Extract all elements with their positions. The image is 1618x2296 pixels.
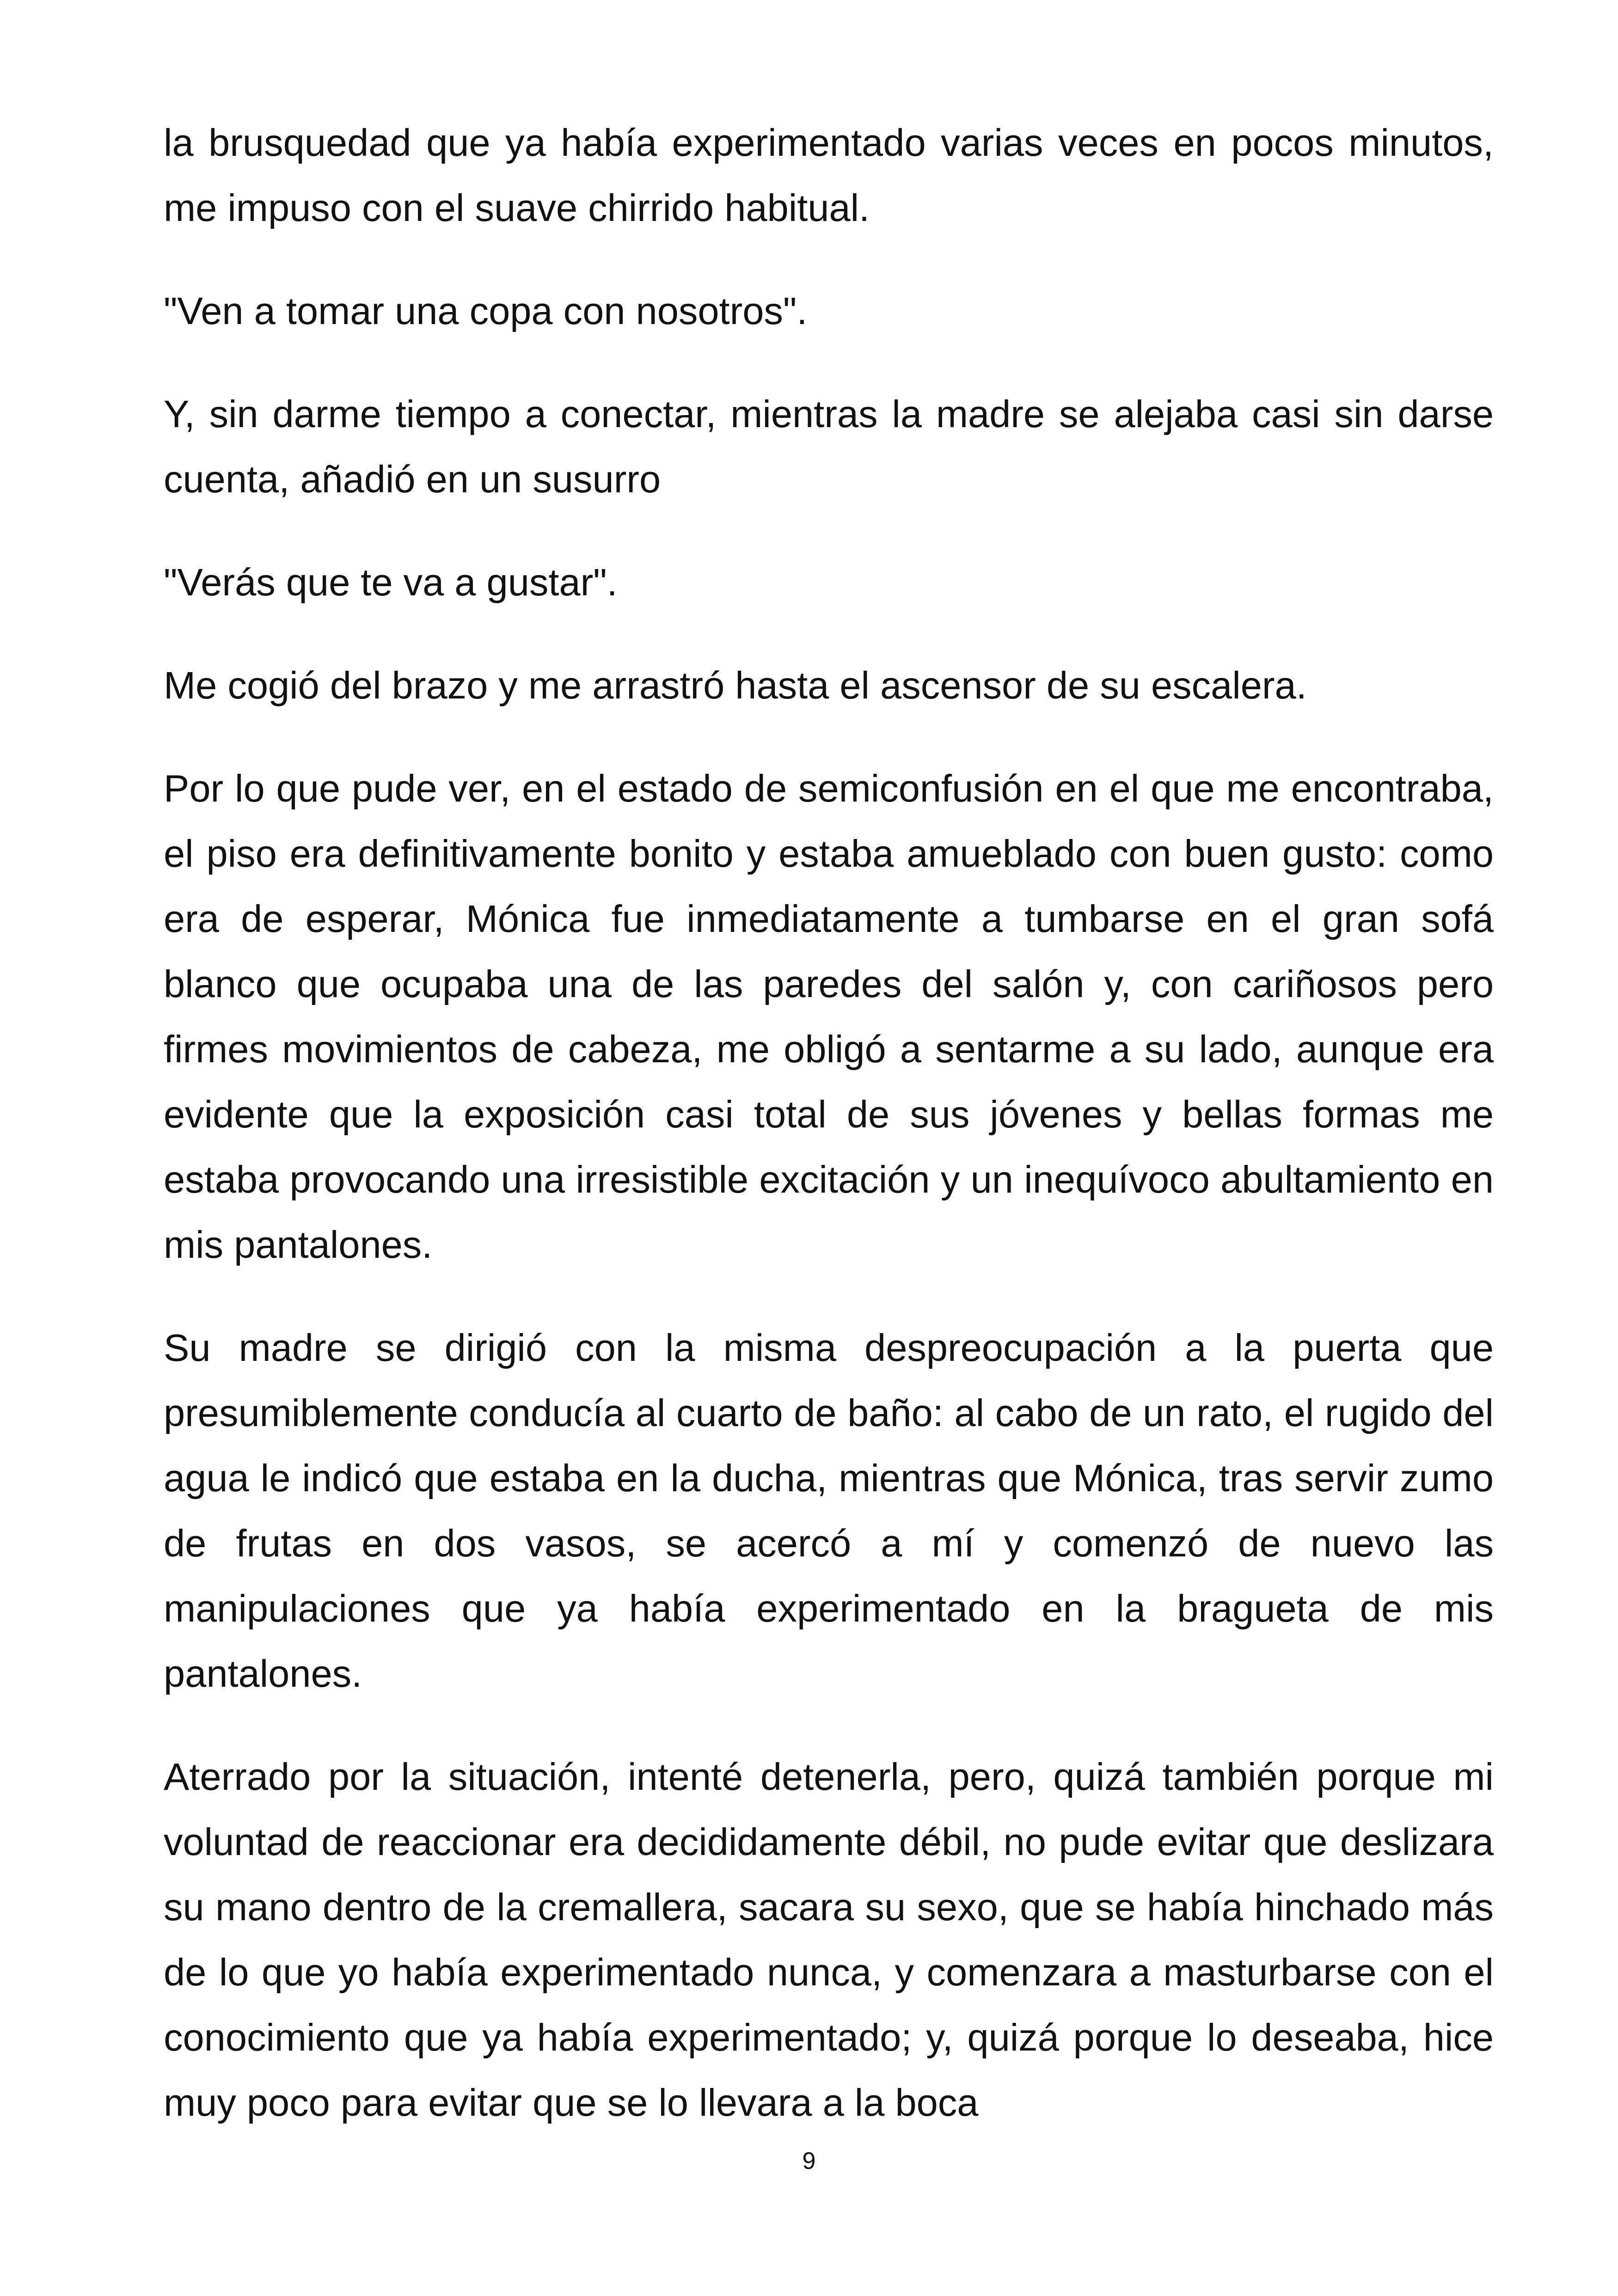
page-number: 9 bbox=[802, 2148, 816, 2174]
paragraph: Por lo que pude ver, en el estado de semiconfusión en el que me encontraba, el piso era definitivamente bonito y estaba amueblado con buen gusto: como era de esperar, Mónica fue inmediatamente a tumbarse en el gran sofá blanco que ocupaba una de las paredes del salón y, con cariñosos pero firmes movimientos de cabeza, me obligó a sentarme a su lado, aunque era evidente que la exposición casi total de sus jóvenes y bellas formas me estaba provocando una irresistible excitación y un inequívoco abultamiento en mis pantalones. bbox=[164, 767, 1494, 1266]
paragraph: Aterrado por la situación, intenté detenerla, pero, quizá también porque mi voluntad de reaccionar era decididamente débil, no pude evitar que deslizara su mano dentro de la cremallera, sacara su sexo, que se había hinchado más de lo que yo había experimentado nunca, y comenzara a masturbarse con el conocimiento que ya había experimentado; y, quizá porque lo deseaba, hice muy poco para evitar que se lo llevara a la boca bbox=[164, 1755, 1494, 2124]
paragraph: Su madre se dirigió con la misma despreocupación a la puerta que presumiblemente conducía al cuarto de baño: al cabo de un rato, el rugido del agua le indicó que estaba en la ducha, mientras que Mónica, tras servir zumo de frutas en dos vasos, se acercó a mí y comenzó de nuevo las manipulaciones que ya había experimentado en la bragueta de mis pantalones. bbox=[164, 1326, 1494, 1695]
paragraph: la brusquedad que ya había experimentado varias veces en pocos minutos, me impuso con el suave chirrido habitual. bbox=[164, 121, 1494, 229]
paragraph: "Verás que te va a gustar". bbox=[164, 561, 618, 604]
body-text bbox=[164, 110, 1494, 2135]
paragraph: "Ven a tomar una copa con nosotros". bbox=[164, 289, 808, 332]
paragraph: Y, sin darme tiempo a conectar, mientras la madre se alejaba casi sin darse cuenta, añadió en un susurro bbox=[164, 392, 1494, 501]
paragraph: Me cogió del brazo y me arrastró hasta el ascensor de su escalera. bbox=[164, 664, 1307, 707]
